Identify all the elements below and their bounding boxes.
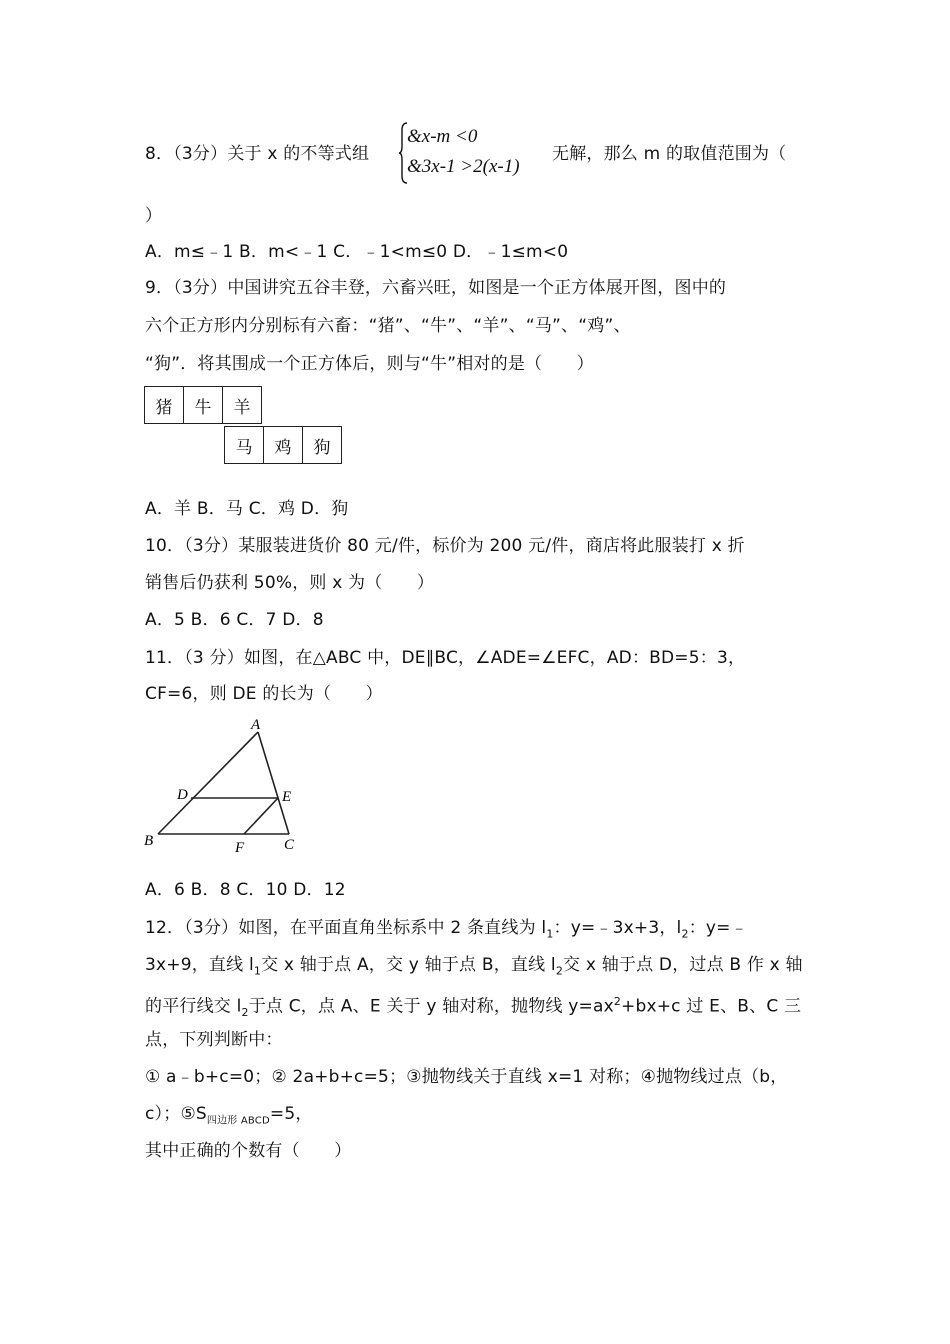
label-C: C xyxy=(284,837,295,853)
q8-stem-suffix: 无解，那么 m 的取值范围为（ xyxy=(552,144,787,164)
q12-statements-line-1: ① a﹣b+c=0；② 2a+b+c=5；③抛物线关于直线 x=1 对称；④抛物线过点（b， xyxy=(145,1067,788,1087)
net-cell-sheep: 羊 xyxy=(222,386,262,424)
q8-stem-close: ） xyxy=(145,206,163,226)
q12-question-line: 其中正确的个数有（ ） xyxy=(145,1141,352,1161)
q10-stem-line-2: 销售后仍获利 50%，则 x 为（ ） xyxy=(145,573,435,593)
q12-stem-line-4: 点，下列判断中： xyxy=(145,1030,283,1050)
q8-stem-prefix: 8．（3分）关于 x 的不等式组 xyxy=(145,144,370,164)
net-cell-pig: 猪 xyxy=(144,386,184,424)
q9-stem-line-3: “狗”．将其围成一个正方体后，则与“牛”相对的是（ ） xyxy=(145,354,594,374)
label-F: F xyxy=(235,840,245,856)
label-D: D xyxy=(177,787,188,803)
label-A: A xyxy=(251,717,261,733)
q9-stem-line-1: 9．（3分）中国讲究五谷丰登，六畜兴旺，如图是一个正方体展开图，图中的 xyxy=(145,278,727,298)
net-cell-dog: 狗 xyxy=(302,426,342,464)
label-E: E xyxy=(282,789,292,805)
q10-options: A．5 B．6 C．7 D．8 xyxy=(145,610,324,630)
q8-options: A．m≤﹣1 B．m<﹣1 C．﹣1<m≤0 D．﹣1≤m<0 xyxy=(145,242,569,262)
net-cell-ox: 牛 xyxy=(183,386,223,424)
q12-statements-line-2: c）；$⑤S_{四边形 ABCD}=5$， xyxy=(145,1104,313,1127)
q10-stem-line-1: 10．（3分）某服装进货价 80 元/件，标价为 200 元/件，商店将此服装打 x 折 xyxy=(145,536,745,556)
q8-inequality-row-2: &3x-1 >2(x-1) xyxy=(407,156,520,177)
q12-stem-line-1: 12．（3分）如图，在平面直角坐标系中 2 条直线为 $l_1$：y=﹣3x+3，$l_2$：y=﹣ xyxy=(145,918,748,941)
label-B: B xyxy=(144,833,154,849)
q11-stem-line-2: CF=6，则 DE 的长为（ ） xyxy=(145,684,383,704)
q8-inequality-row-1: &x-m <0 xyxy=(407,126,478,147)
q8-inequality-system xyxy=(398,122,548,184)
q9-options: A．羊 B．马 C．鸡 D．狗 xyxy=(145,499,349,519)
net-cell-chicken: 鸡 xyxy=(263,426,303,464)
segment-EF xyxy=(244,798,278,834)
q12-stem-line-3: 的平行线交 $l_2$于点 C，点 A、E 关于 y 轴对称，抛物线 $y=ax^2+bx+c$ 过 E、B、C 三 xyxy=(145,995,802,1020)
side-AB xyxy=(158,732,258,834)
q12-stem-line-2: 3x+9，直线 $l_1$交 x 轴于点 A，交 y 轴于点 B，直线 $l_2$交 x 轴于点 D，过点 B 作 x 轴 xyxy=(145,955,803,978)
q11-stem-line-1: 11．（3 分）如图，在△ABC 中，DE∥BC，∠ADE=∠EFC，AD：BD=5：3， xyxy=(145,648,746,668)
side-AC xyxy=(258,732,292,834)
q9-stem-line-2: 六个正方形内分别标有六畜：“猪”、“牛”、“羊”、“马”、“鸡”、 xyxy=(145,316,631,336)
q11-triangle-figure xyxy=(140,712,310,860)
net-cell-horse: 马 xyxy=(224,426,264,464)
q11-options: A．6 B．8 C．10 D．12 xyxy=(145,880,346,900)
